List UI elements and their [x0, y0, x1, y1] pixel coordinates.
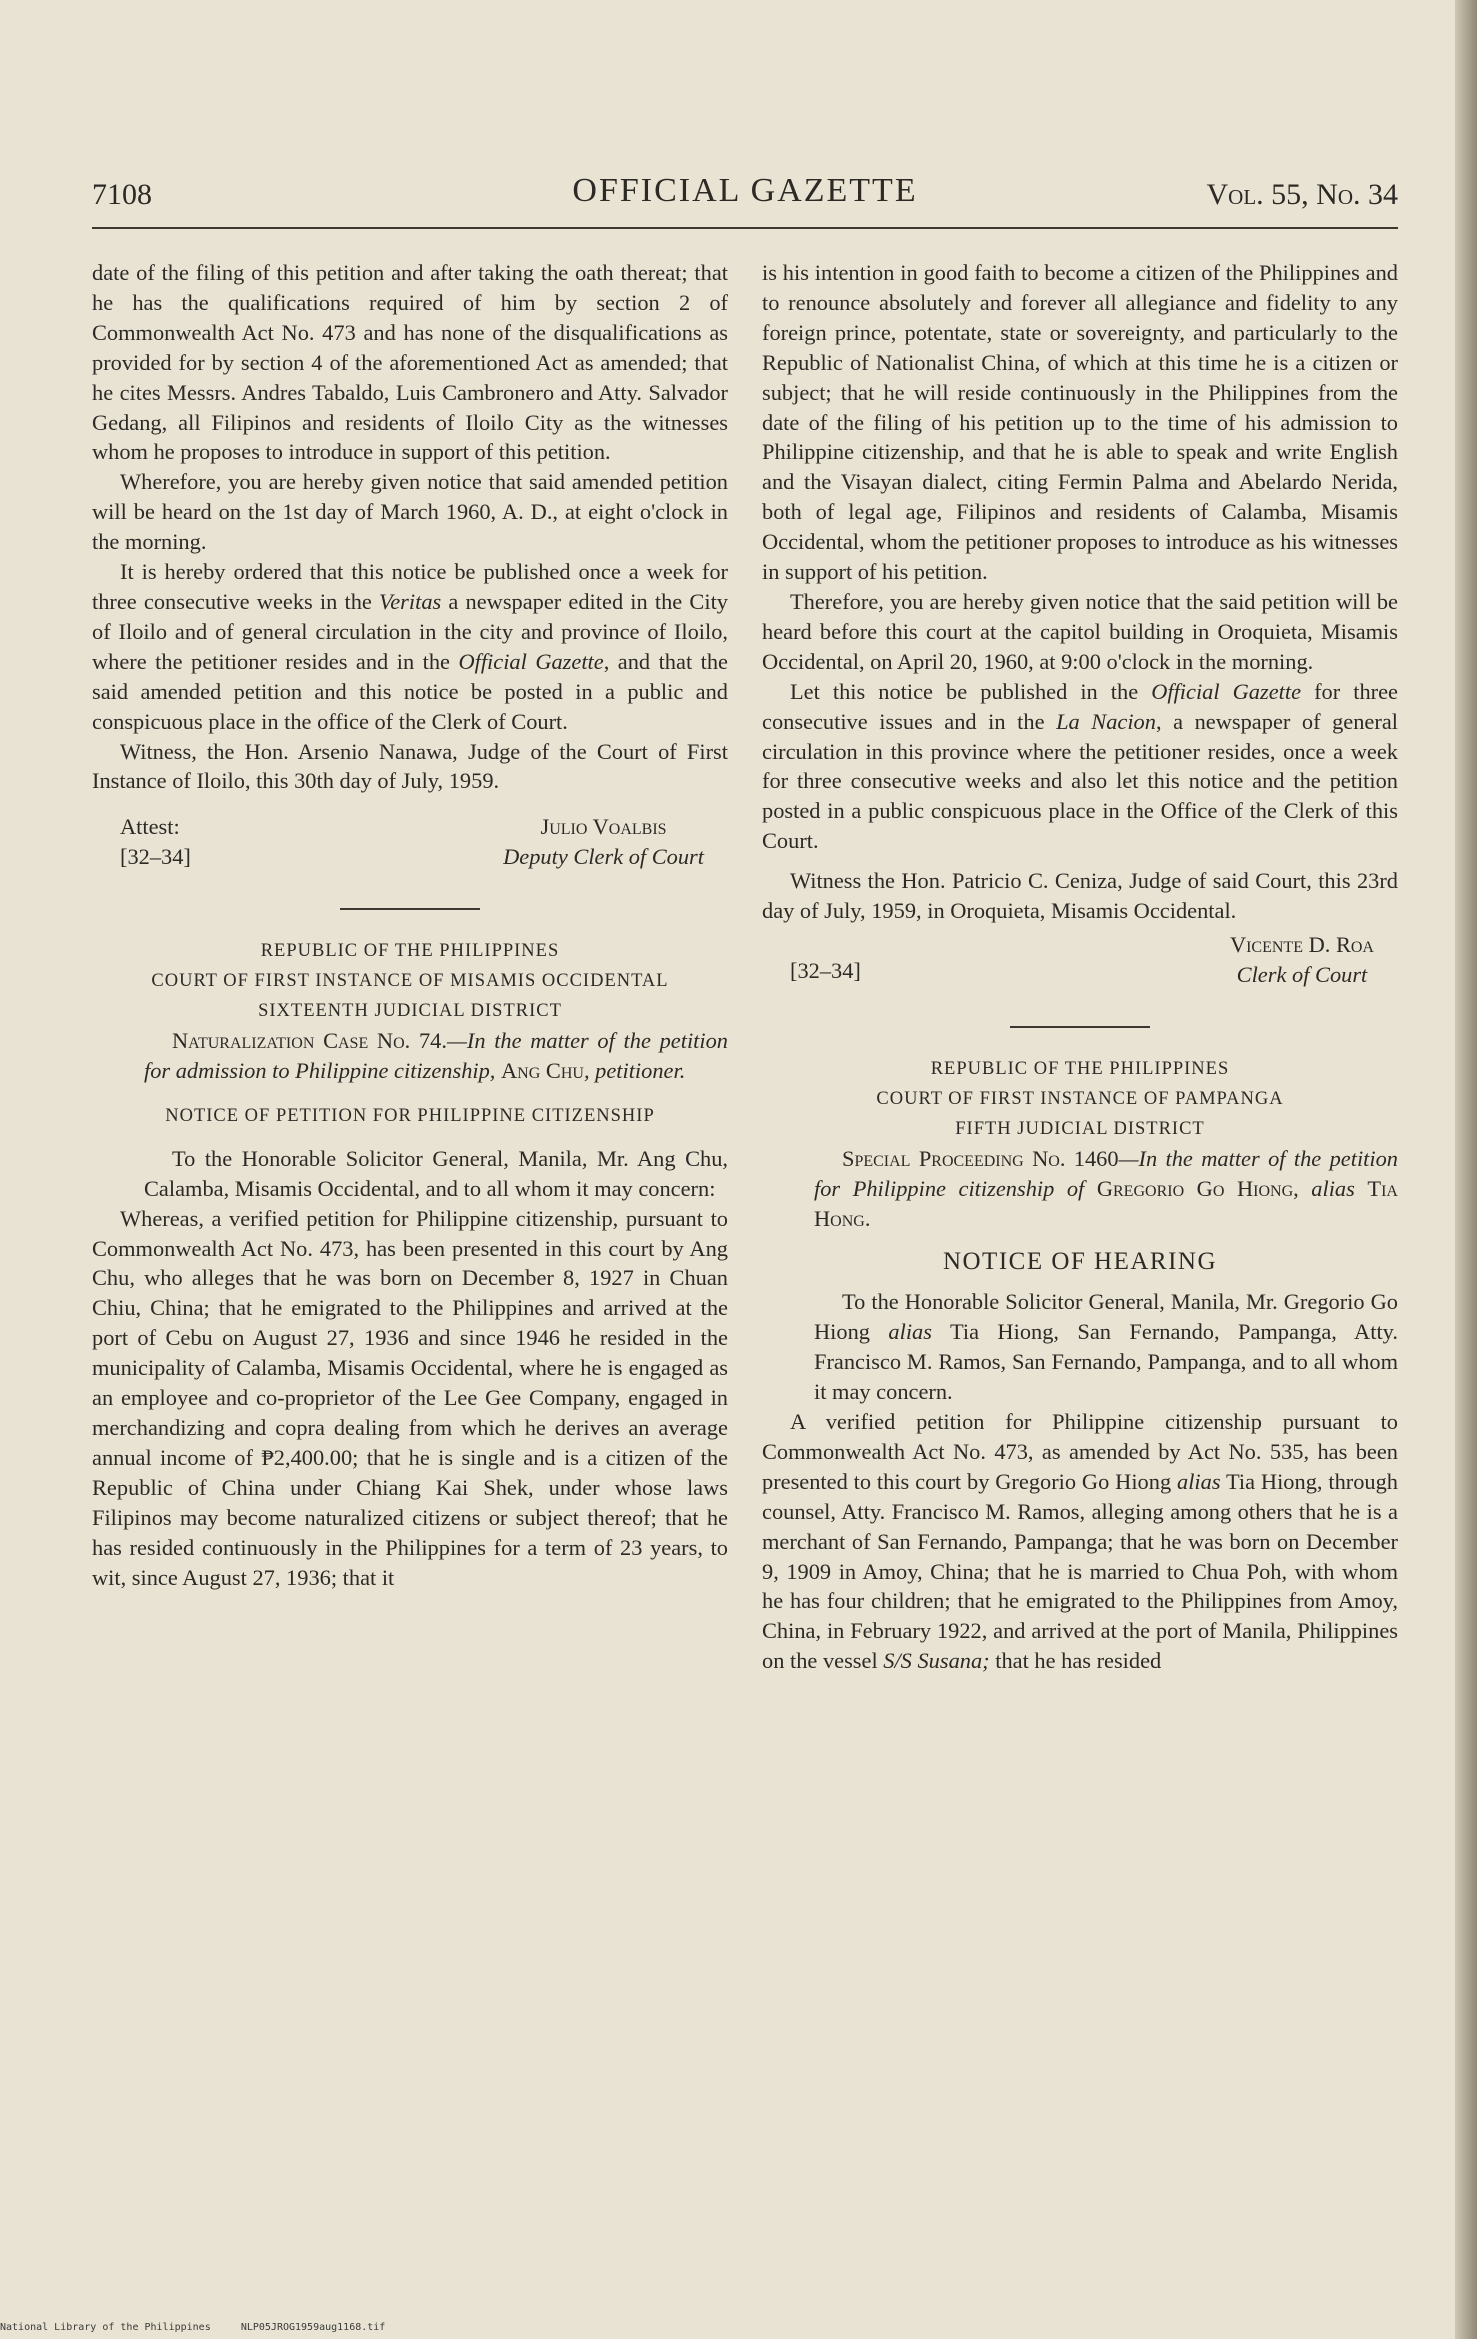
signer-title: Clerk of Court — [1236, 961, 1368, 987]
paragraph: Wherefore, you are hereby given notice that said amended petition will be heard on the 1st day of March 1960, A. D., at eight o'clock in the morning. — [92, 469, 728, 555]
newspaper-name: Official Gazette — [1151, 678, 1302, 704]
case-title: Special Proceeding No. 1460—In the matter of the petition for Philippine citizenship of Gregorio Go Hiong, alias Tia Hong. — [814, 1145, 1398, 1231]
court-heading: REPUBLIC OF THE PHILIPPINES COURT OF FIRST INSTANCE OF PAMPANGA FIFTH JUDICIAL DISTRICT — [876, 1058, 1284, 1139]
issue-reference: [32–34] — [790, 957, 861, 983]
paragraph: Witness the Hon. Patricio C. Ceniza, Judge of said Court, this 23rd day of July, 1959, in Oroquieta, Misamis Occidental. — [762, 868, 1398, 924]
court-heading: REPUBLIC OF THE PHILIPPINES COURT OF FIRST INSTANCE OF MISAMIS OCCIDENTAL SIXTEENTH JUDICIAL DISTRICT — [151, 941, 669, 1022]
section-divider — [1010, 1026, 1150, 1028]
paragraph: is his intention in good faith to become a citizen of the Philippines and to renounce absolutely and forever all allegiance and fidelity to any foreign prince, potentate, state or sovereignty, and particularly to the Republic of Nationalist China, of which at this time he is a citizen or subject; that he will reside continuously in the Philippines from the date of the filing of his petition up to the time of his admission to Philippine citizenship, and that he is able to speak and write English and the Visayan dialect, citing Fermin Palma and Abelardo Nerida, both of legal age, Filipinos and residents of Calamba, Misamis Occidental, whom the petitioner proposes to introduce as his witnesses in support of his petition. — [762, 260, 1398, 585]
paragraph: Therefore, you are hereby given notice that the said petition will be heard before this court at the capitol building in Oroquieta, Misamis Occidental, on April 20, 1960, at 9:00 o'clock in the morning. — [762, 588, 1398, 674]
newspaper-name: La Nacion — [1056, 708, 1156, 734]
left-column — [92, 258, 728, 1592]
page-header — [92, 172, 1398, 216]
page-number: 7108 — [92, 178, 152, 211]
paragraph: Witness, the Hon. Arsenio Nanawa, Judge of the Court of First Instance of Iloilo, this 30th day of July, 1959. — [92, 738, 728, 794]
vessel-name: S/S Susana; — [883, 1648, 990, 1674]
attest-label: Attest: — [120, 814, 180, 840]
paragraph: date of the filing of this petition and after taking the oath thereat; that he has the qualifications required of him by section 2 of Commonwealth Act No. 473 and has none of the disqualifications as provided for by section 4 of the aforementioned Act as amended; that he cites Messrs. Andres Tabaldo, Luis Cambronero and Atty. Salvador Gedang, all Filipinos and residents of Iloilo City as the witnesses whom he proposes to introduce in support of this petition. — [92, 260, 728, 465]
notice-address: To the Honorable Solicitor General, Manila, Mr. Ang Chu, Calamba, Misamis Occidental, and to all whom it may concern: — [144, 1145, 728, 1201]
scan-footer: National Library of the Philippines NLP05JROG1959aug1168.tif — [0, 2322, 386, 2333]
paragraph: Let this notice be published in the Official Gazette for three consecutive issues and in the La Nacion, a newspaper of general circulation in this province where the petitioner resides, once a week for three consecutive weeks and also let this notice and the petition posted in a public conspicuous place in the Office of the Clerk of this Court. — [762, 678, 1398, 854]
notice-title: NOTICE OF PETITION FOR PHILIPPINE CITIZENSHIP — [165, 1105, 655, 1126]
right-column — [762, 258, 1398, 1676]
notice-title: NOTICE OF HEARING — [942, 1248, 1218, 1276]
signer-name: Vicente D. Roa — [1229, 931, 1374, 957]
signer-name: Julio Voalbis — [540, 814, 667, 840]
publication-title: OFFICIAL GAZETTE — [572, 172, 918, 209]
paragraph: A verified petition for Philippine citizenship pursuant to Commonwealth Act No. 473, as amended by Act No. 535, has been presented to this court by Gregorio Go Hiong alias Tia Hiong, through counsel, Atty. Francisco M. Ramos, alleging among others that he is a merchant of San Fernando, Pampanga; that he was born on December 9, 1909 in Amoy, China; that he is married to Chua Poh, with whom he has four children; that he emigrated to the Philippines from Amoy, China, in February 1922, and arrived at the port of Manila, Philippines on the vessel S/S Susana; that he has resided — [762, 1409, 1398, 1674]
paragraph: Whereas, a verified petition for Philippine citizenship, pursuant to Commonwealth Act No. 473, has been presented in this court by Ang Chu, who alleges that he was born on December 8, 1927 in Chuan Chiu, China; that he emigrated to the Philippines and arrived at the port of Cebu on August 27, 1936 and since 1946 he resided in the municipality of Calamba, Misamis Occidental, where he is engaged as an employee and co-proprietor of the Lee Gee Company, engaged in merchandizing and copra dealing from which he derives an average annual income of ₱2,400.00; that he is single and is a citizen of the Republic of China under Chiang Kai Shek, under whose laws Filipinos may become naturalized citizens or subject thereof; that he has resided continuously in the Philippines for a term of 23 years, to wit, since August 27, 1936; that it — [92, 1205, 728, 1590]
issue-reference: [32–34] — [120, 844, 191, 870]
header-divider — [92, 227, 1398, 229]
newspaper-name: Veritas — [379, 588, 442, 614]
notice-address: To the Honorable Solicitor General, Manila, Mr. Gregorio Go Hiong alias Tia Hiong, San Fernando, Pampanga, Atty. Francisco M. Ramos, San Fernando, Pampanga, and to all whom it may concern. — [814, 1289, 1399, 1405]
page-edge-shadow — [1455, 0, 1477, 2339]
signature-block — [762, 930, 1398, 990]
volume-number: Vol. 55, No. 34 — [1206, 178, 1398, 211]
signature-block — [92, 812, 728, 872]
newspaper-name: Official Gazette — [458, 648, 604, 674]
signer-title: Deputy Clerk of Court — [503, 844, 704, 870]
paragraph: It is hereby ordered that this notice be published once a week for three consecutive weeks in the Veritas a newspaper edited in the City of Iloilo and of general circulation in the city and province of Iloilo, where the petitioner resides and in the Official Gazette, and that the said amended petition and this notice be posted in a public and conspicuous place in the office of the Clerk of Court. — [92, 559, 728, 734]
section-divider — [340, 908, 480, 910]
case-title: Naturalization Case No. 74.—In the matter of the petition for admission to Philippine citizenship, Ang Chu, petitioner. — [144, 1028, 728, 1084]
